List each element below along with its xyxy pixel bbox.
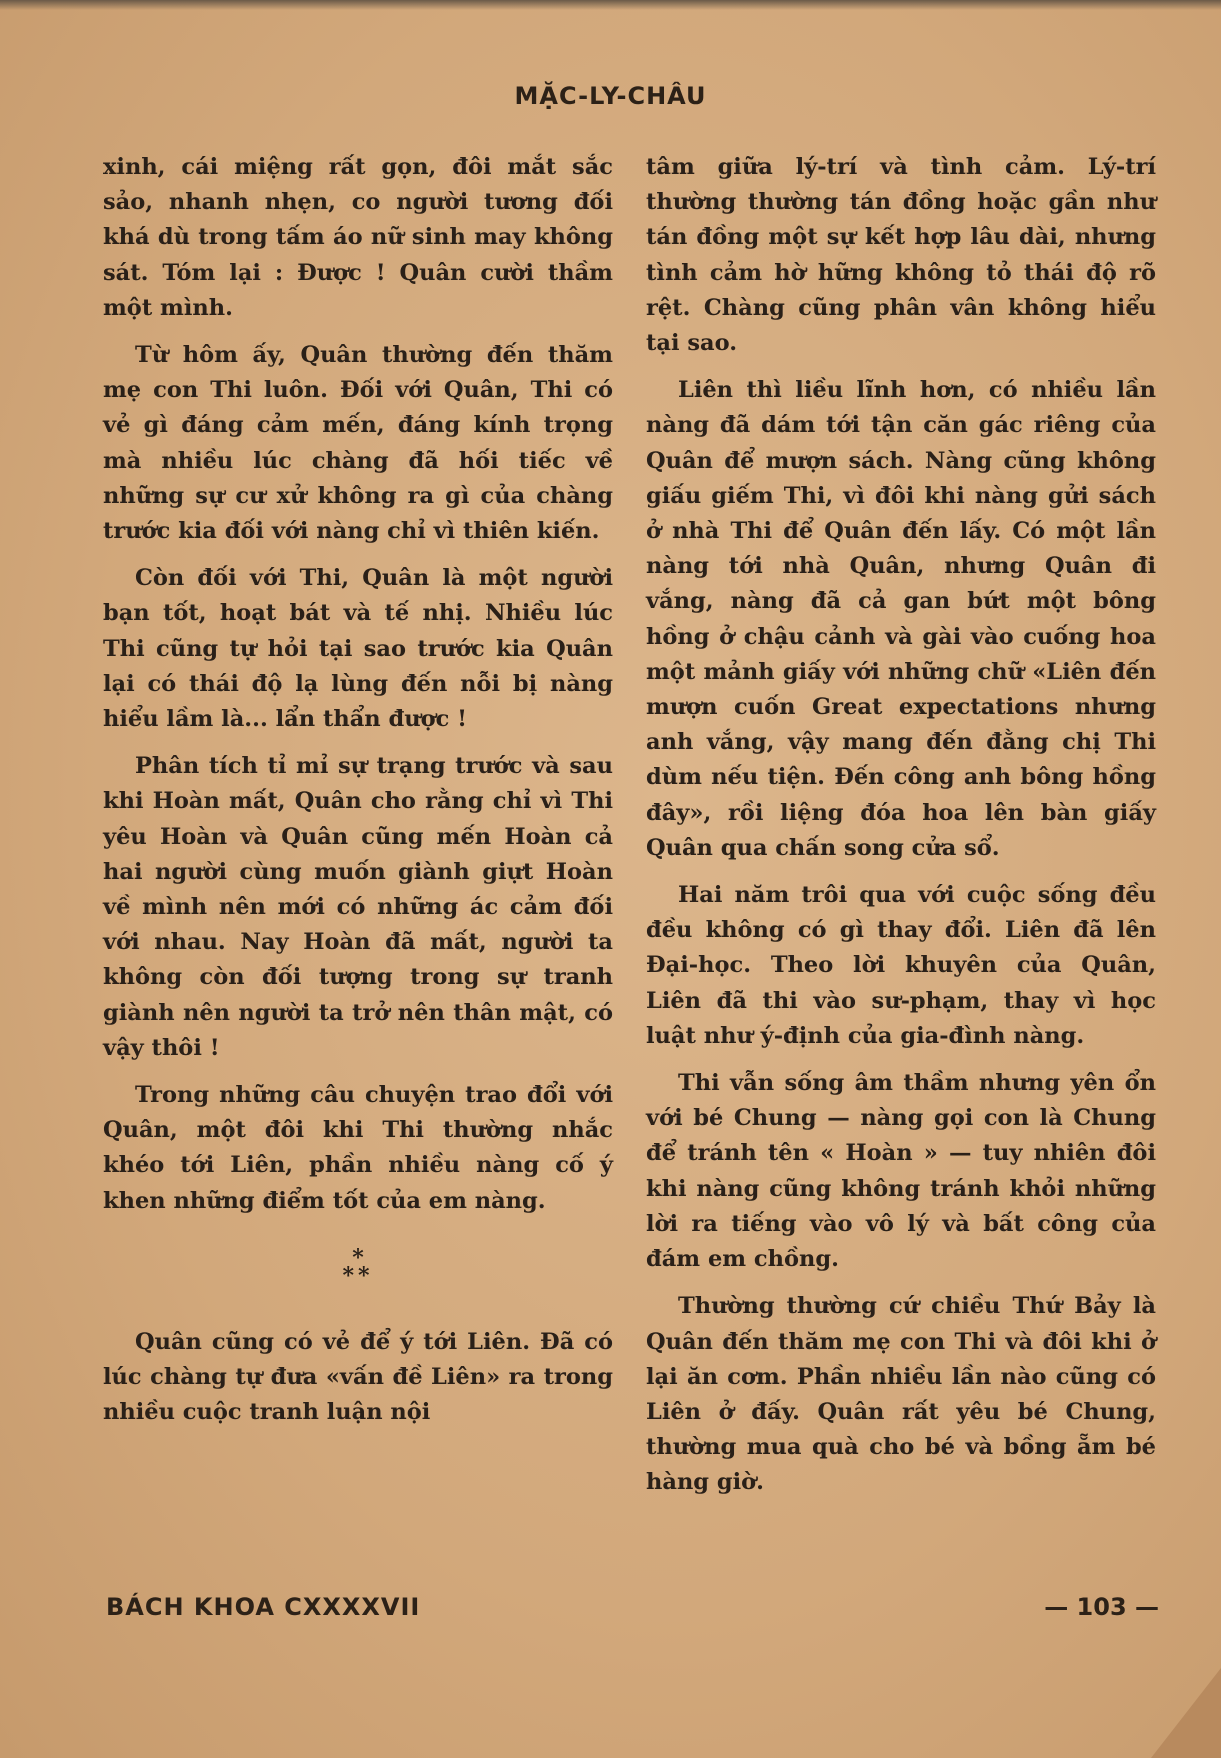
paragraph: Phân tích tỉ mỉ sự trạng trước và sau khi Hoàn mất, Quân cho rằng chỉ vì Thi yêu Hoàn và Quân cũng mến Hoàn cả hai người cùng muốn giành giựt Hoàn về mình nên mới có những ác cảm đối với nhau. Nay Hoàn đã mất, người ta không còn đối tượng trong sự tranh giành nên người ta trở nên thân mật, có vậy thôi ! xyxy=(103,753,613,1061)
paragraph: Liên thì liều lĩnh hơn, có nhiều lần nàng đã dám tới tận căn gác riêng của Quân để mượn sách. Nàng cũng không giấu giếm Thi, vì đôi khi nàng gửi sách ở nhà Thi để Quân đến lấy. Có một lần nàng tới nhà Quân, nhưng Quân đi vắng, nàng đã cả gan bứt một bông hồng ở chậu cảnh và gài vào cuống hoa một mảnh giấy với những chữ «Liên đến mượn cuốn Great expectations nhưng anh vắng, vậy mang đến đằng chị Thi dùm nếu tiện. Đến công anh bông hồng đây», rồi liệng đóa hoa lên bàn giấy Quân qua chấn song cửa sổ. xyxy=(646,377,1156,861)
footer-publication: BÁCH KHOA CXXXXVII xyxy=(106,1593,421,1621)
page-top-edge xyxy=(0,0,1221,10)
section-break xyxy=(103,1244,613,1289)
paragraph: xinh, cái miệng rất gọn, đôi mắt sắc sảo, nhanh nhẹn, co người tương đối khá dù trong tấm áo nữ sinh may không sát. Tóm lại : Được ! Quân cười thầm một mình. xyxy=(103,154,613,321)
section-break-mark-row: ** xyxy=(342,1262,374,1289)
paragraph: tâm giữa lý-trí và tình cảm. Lý-trí thường thường tán đồng hoặc gần như tán đồng một sự kết hợp lâu dài, nhưng tình cảm hờ hững không tỏ thái độ rõ rệt. Chàng cũng phân vân không hiểu tại sao. xyxy=(646,154,1156,357)
paragraph: Từ hôm ấy, Quân thường đến thăm mẹ con Thi luôn. Đối với Quân, Thi có vẻ gì đáng cảm mến, đáng kính trọng mà nhiều lúc chàng đã hối tiếc về những sự cư xử không ra gì của chàng trước kia đối với nàng chỉ vì thiên kiến. xyxy=(103,342,613,545)
paragraph: Quân cũng có vẻ để ý tới Liên. Đã có lúc chàng tự đưa «vấn đề Liên» ra trong nhiều cuộc tranh luận nội xyxy=(103,1328,613,1426)
page-header-title: MẶC-LY-CHÂU xyxy=(514,82,707,110)
paragraph: Còn đối với Thi, Quân là một người bạn tốt, hoạt bát và tế nhị. Nhiều lúc Thi cũng tự hỏi tại sao trước kia Quân lại có thái độ lạ lùng đến nỗi bị nàng hiểu lầm là... lẩn thẩn được ! xyxy=(103,565,613,733)
paragraph: Hai năm trôi qua với cuộc sống đều đều không có gì thay đổi. Liên đã lên Đại-học. Theo lời khuyên của Quân, Liên đã thi vào sư-phạm, thay vì học luật như ý-định của gia-đình nàng. xyxy=(646,882,1156,1049)
left-column xyxy=(103,150,613,1443)
page-corner-fold xyxy=(1151,1668,1221,1758)
right-column xyxy=(646,150,1156,1513)
paragraph: Thi vẫn sống âm thầm nhưng yên ổn với bé Chung — nàng gọi con là Chung để tránh tên « Hoàn » — tuy nhiên đôi khi nàng cũng không tránh khỏi những lời ra tiếng vào vô lý và bất công của đám em chồng. xyxy=(646,1070,1156,1273)
paragraph: Thường thường cứ chiều Thứ Bảy là Quân đến thăm mẹ con Thi và đôi khi ở lại ăn cơm. Phần nhiều lần nào cũng có Liên ở đấy. Quân rất yêu bé Chung, thường mua quà cho bé và bồng ẵm bé hàng giờ. xyxy=(646,1293,1156,1496)
section-break-mark: * xyxy=(352,1244,364,1271)
paragraph: Trong những câu chuyện trao đổi với Quân, một đôi khi Thi thường nhắc khéo tới Liên, phần nhiều nàng cố ý khen những điểm tốt của em nàng. xyxy=(103,1082,613,1214)
footer-page-number: — 103 — xyxy=(1044,1593,1159,1621)
